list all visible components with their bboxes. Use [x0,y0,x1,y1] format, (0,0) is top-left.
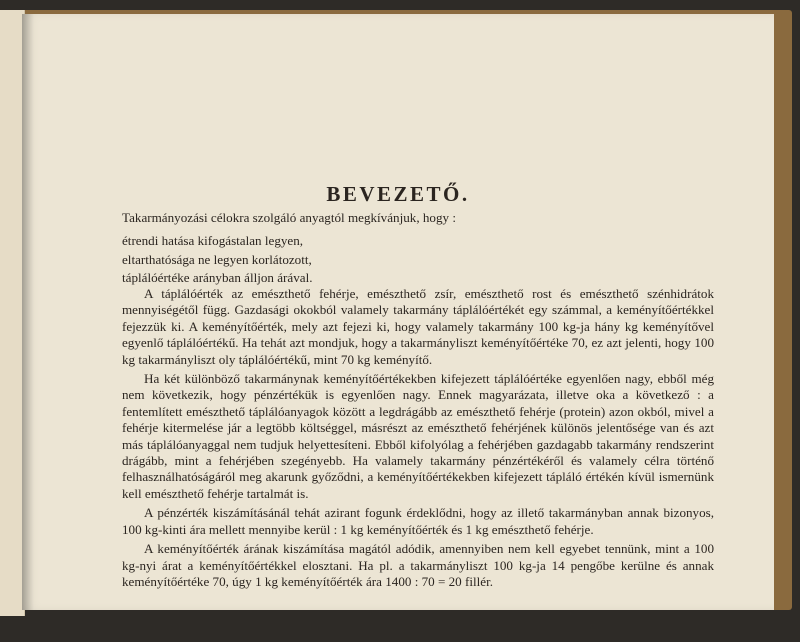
page-title: BEVEZETŐ. [326,182,470,206]
intro-text: Takarmányozási célokra szolgáló anyagtól megkívánjuk, hogy : [122,210,456,225]
paragraph: A keményítőérték árának kiszámítása magától adódik, amennyiben nem kell egyebet tennünk, mint a 100 kg-nyi árat a keményítőértékkel elosztani. Ha pl. a takarmányliszt 100 kg-ja 14 pengőbe kerülne és annak keményítőértéke 70, úgy 1 kg keményítőérték ára 1400 : 70 = 20 fillér. [122,541,714,589]
paragraph: A táplálóérték az emészthető fehérje, emészthető zsír, emészthető rost és emészthető szénhidrátok mennyiségétől függ. Gazdasági okokból valamely takarmány táplálóértékét egy számmal, a keményítőértékkel fejezzük ki. A keményítőérték, mely azt fejezi ki, hogy valamely takarmány 100 kg-ja hány kg keményítővel egyenlő táplálóértékű. Ha tehát azt mondjuk, hogy a takarmányliszt keményítőértéke 70, ez azt jelenti, hogy 100 kg takarmányliszt oly táplálóértékű, mint 70 kg keményítő. [122,286,714,367]
paragraph: Ha két különböző takarmánynak keményítőértékekben kifejezett táplálóértéke egyenlően nagy, ebből még nem következik, hogy pénzértékük is egyenlően nagy. Ennek magyarázata, illetve oka a következő : a fentemlített emészthető táplálóanyagok között a legdrágább az emészthető fehérje (protein) azon okból, mivel a fehérje kitermelése jár a legtöbb költséggel, másrészt az emészthető fehérjének különös jelentősége van és azt más táplálóanyaggal nem tudjuk helyettesíteni. Ebből kifolyólag a fehérjében gazdagabb takarmány rendszerint drágább, mint a fehérjében szegényebb. Ha valamely takarmány pénzértékéről és valamely célra történő felhasználhatóságáról meg akarunk győződni, a keményítőértékekben kifejezett tápláló értékén kívül ismernünk kell emészthető fehérje tartalmát is. [122,371,714,501]
intro-sentence [122,210,714,230]
requirement-line: étrendi hatása kifogástalan legyen, [122,233,304,248]
requirement-line: táplálóértéke arányban álljon árával. [122,270,313,285]
body-text [122,286,714,593]
requirement-line: eltarthatósága ne legyen korlátozott, [122,251,312,267]
paragraph: A pénzérték kiszámításánál tehát azirant fogunk érdeklődni, hogy az illető takarmányban annak bizonyos, 100 kg-kinti ára mellett mennyibe kerül : 1 kg keményítőérték és 1 kg emészthető fehérje. [122,505,714,537]
book-page [22,14,774,610]
background-bottom [0,618,800,642]
requirements-list [122,232,714,288]
page-gutter-shadow [22,14,34,610]
